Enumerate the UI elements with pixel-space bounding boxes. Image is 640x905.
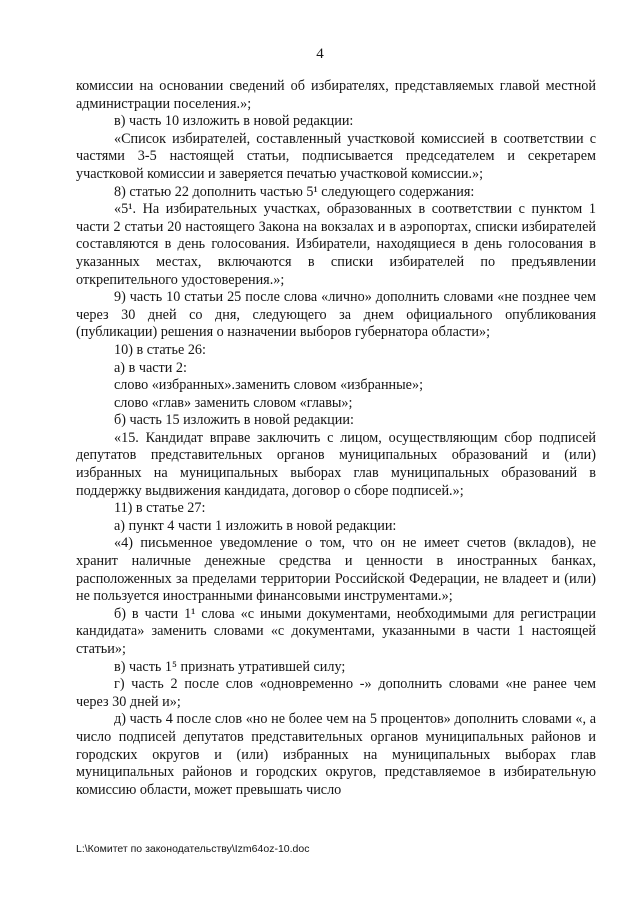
paragraph: д) часть 4 после слов «но не более чем на 5 процентов» дополнить словами «, а число подписей депутатов представительных органов муниципальных районов и городских округов и (или) избранных на муниципальных выборах глав муниципальных районов и городских округов, представляемое в избирательную комиссию области, может превышать число — [76, 711, 596, 798]
document-body — [76, 78, 596, 799]
paragraph: «Список избирателей, составленный участковой комиссией в соответствии с частями 3-5 настоящей статьи, подписывается председателем и секретарем участковой комиссии и заверяется печатью участковой комиссии.»; — [76, 130, 596, 182]
paragraph: в) часть 1⁵ признать утратившей силу; — [114, 658, 346, 675]
paragraph: в) часть 10 изложить в новой редакции: — [114, 113, 354, 130]
paragraph: слово «глав» заменить словом «главы»; — [114, 394, 353, 411]
paragraph: б) часть 15 изложить в новой редакции: — [114, 412, 354, 429]
paragraph: комиссии на основании сведений об избирателях, представляемых главой местной администрации поселения.»; — [76, 78, 596, 112]
paragraph: а) пункт 4 части 1 изложить в новой редакции: — [114, 517, 397, 534]
paragraph: 11) в статье 27: — [114, 500, 206, 517]
paragraph: «15. Кандидат вправе заключить с лицом, осуществляющим сбор подписей депутатов представительных органов муниципальных образований и (или) избранных на муниципальных выборах глав муниципальных образований в поддержку выдвижения кандидата, договор о сборе подписей.»; — [76, 429, 596, 499]
paragraph: «4) письменное уведомление о том, что он не имеет счетов (вкладов), не хранит наличные денежные средства и ценности в иностранных банках, расположенных за пределами территории Российской Федерации, не владеет и (или) не пользуется иностранными финансовыми инструментами.»; — [76, 535, 596, 605]
paragraph: «5¹. На избирательных участках, образованных в соответствии с пунктом 1 части 2 статьи 20 настоящего Закона на вокзалах и в аэропортах, списки избирателей составляются в день голосования. Избиратели, находящиеся в день голосования в указанных местах, включаются в списки избирателей по предъявлении открепительного удостоверения.»; — [76, 201, 596, 288]
paragraph: 9) часть 10 статьи 25 после слова «лично» дополнить словами «не позднее чем через 30 дней со дня, следующего за днем официального опубликования (публикации) решения о назначении выборов губернатора области»; — [76, 289, 596, 341]
paragraph: г) часть 2 после слов «одновременно -» дополнить словами «не ранее чем через 30 дней и»; — [76, 676, 596, 710]
paragraph: слово «избранных».заменить словом «избранные»; — [114, 377, 424, 394]
paragraph: 8) статью 22 дополнить частью 5¹ следующего содержания: — [114, 183, 475, 200]
paragraph: 10) в статье 26: — [114, 341, 206, 358]
paragraph: а) в части 2: — [114, 359, 187, 376]
paragraph: б) в части 1¹ слова «с иными документами, необходимыми для регистрации кандидата» заменить словами «с документами, указанными в части 1 настоящей статьи»; — [76, 605, 596, 657]
page-number: 4 — [316, 46, 324, 62]
footer-file-path: L:\Комитет по законодательству\Izm64oz-10.doc — [76, 843, 310, 855]
